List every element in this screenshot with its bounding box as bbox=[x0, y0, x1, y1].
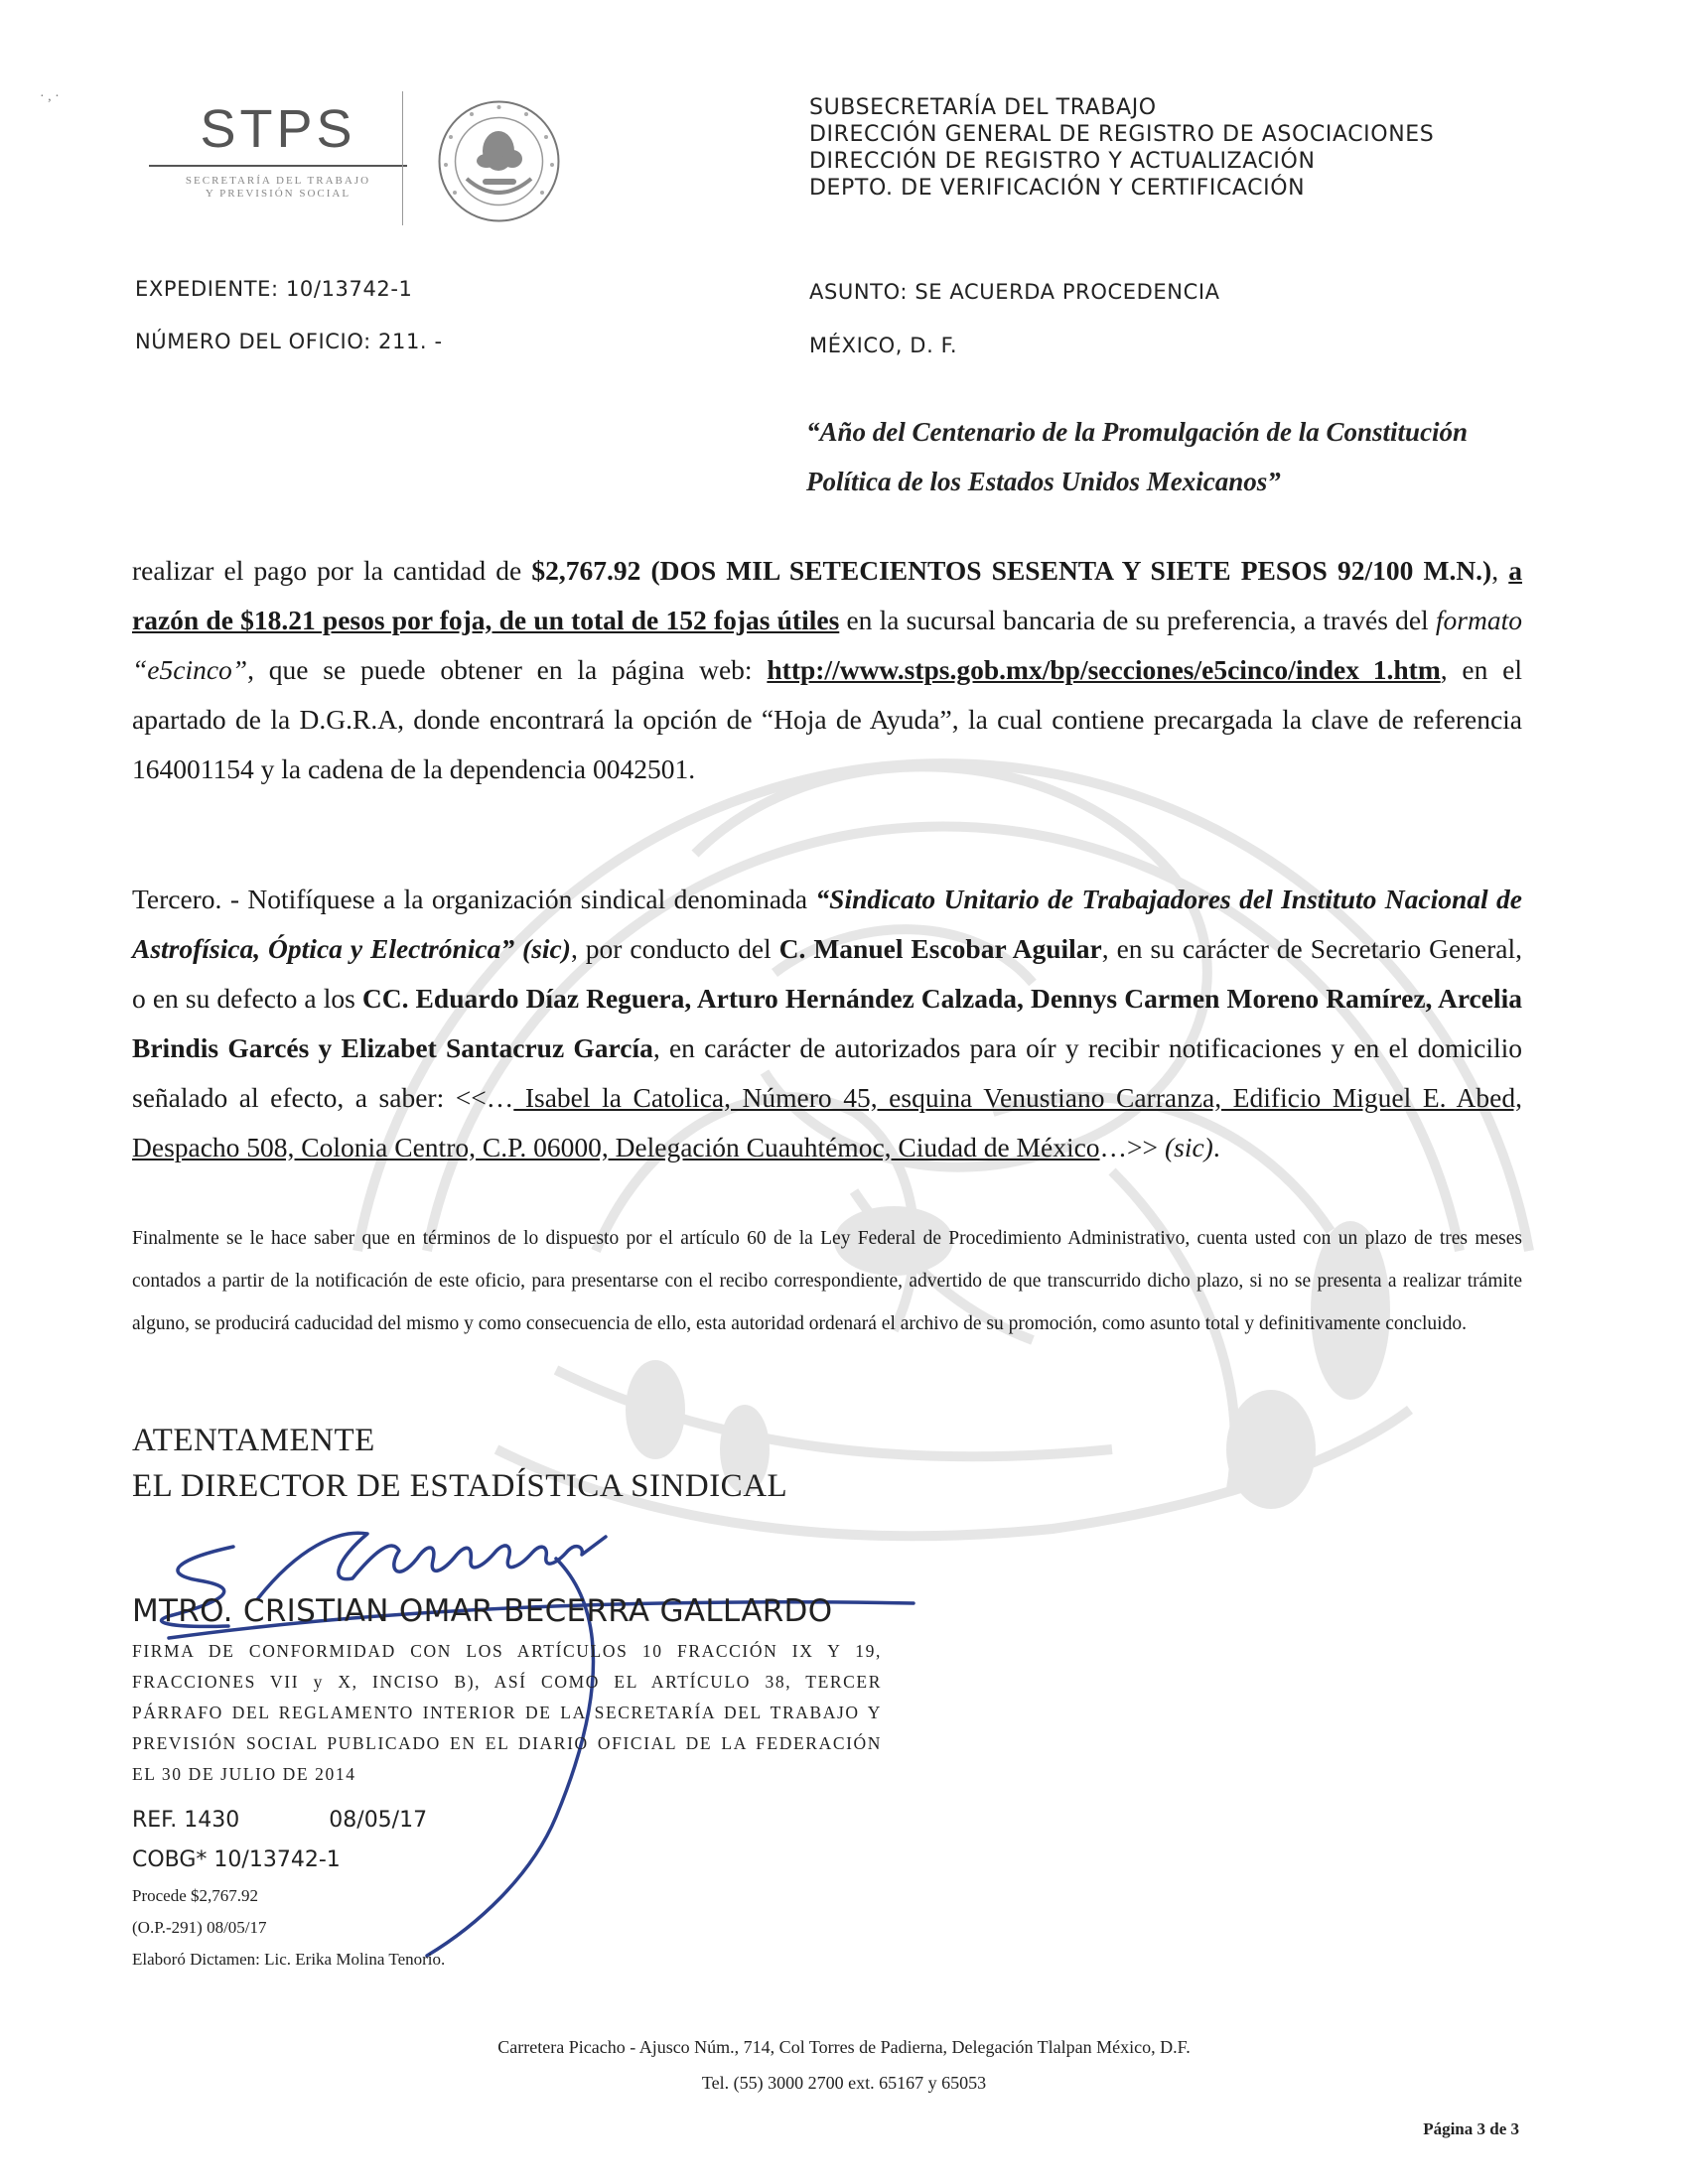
dependency-line-4: DEPTO. DE VERIFICACIÓN Y CERTIFICACIÓN bbox=[809, 176, 1306, 201]
payment-text-3: en la sucursal bancaria de su preferencia, a través del bbox=[839, 605, 1436, 635]
payment-paragraph bbox=[132, 546, 1522, 794]
payment-formato: formato “e5cinco” bbox=[132, 605, 1522, 685]
place-field: MÉXICO, D. F. bbox=[809, 334, 958, 357]
authorized-names: CC. Eduardo Díaz Reguera, Arturo Hernández Calzada, Dennys Carmen Moreno Ramírez, Arcelia Brindis Garcés y Elizabet Santacruz García bbox=[132, 983, 1522, 1063]
logo-divider bbox=[402, 91, 403, 225]
notification-text-1: Tercero. - Notifíquese a la organización sindical denominada bbox=[132, 884, 816, 914]
logo-subtitle-2: Y PREVISIÓN SOCIAL bbox=[205, 188, 352, 200]
signer-name: MTRO. CRISTIAN OMAR BECERRA GALLARDO bbox=[132, 1593, 833, 1629]
reference-line bbox=[132, 1801, 445, 1841]
payment-text-4: , que se puede obtener en la página web: bbox=[247, 654, 768, 685]
notification-text-4: , en carácter de autorizados para oír y recibir notificaciones y en el domicilio señalado al efecto, a saber: <<… bbox=[132, 1032, 1522, 1113]
national-seal-icon bbox=[437, 99, 561, 223]
year-motto: “Año del Centenario de la Promulgación de la Constitución Política de los Estados Unidos Mexicanos” bbox=[806, 417, 1469, 496]
notification-text-3: , en su carácter de Secretario General, o en su defecto a los bbox=[132, 933, 1523, 1014]
sic-mark: (sic) bbox=[1164, 1132, 1213, 1162]
payment-text-5: , en el apartado de la D.G.R.A, donde encontrará la opción de “Hoja de Ayuda”, la cual contiene precargada la clave de referencia 164001154 y la cadena de la dependencia 0042501. bbox=[132, 654, 1523, 784]
address-text: Isabel la Catolica, Número 45, esquina Venustiano Carranza, Edificio Miguel E. Abed, Despacho 508, Colonia Centro, C.P. 06000, Delegación Cuauhtémoc, Ciudad de México bbox=[132, 1082, 1522, 1162]
dependency-line-2: DIRECCIÓN GENERAL DE REGISTRO DE ASOCIACIONES bbox=[809, 122, 1435, 147]
notification-text-5: …>> bbox=[1099, 1132, 1165, 1162]
dependency-block bbox=[809, 94, 1604, 202]
op-reference: (O.P.-291) 08/05/17 bbox=[132, 1918, 267, 1937]
reference-date: 08/05/17 bbox=[329, 1808, 428, 1833]
payment-text-2: , bbox=[1491, 555, 1509, 586]
logo-subtitle-1: SECRETARÍA DEL TRABAJO bbox=[185, 175, 371, 187]
closing-salutation: ATENTAMENTE bbox=[132, 1423, 375, 1458]
union-name: “Sindicato Unitario de Trabajadores del Instituto Nacional de Astrofísica, Óptica y Electrónica” (sic) bbox=[132, 884, 1522, 964]
asunto-field: ASUNTO: SE ACUERDA PROCEDENCIA bbox=[809, 280, 1220, 304]
deadline-paragraph: Finalmente se le hace saber que en términos de lo dispuesto por el artículo 60 de la Ley Federal de Procedimiento Administrativo, cuenta usted con un plazo de tres meses contados a partir de la notificación de este oficio, para presentarse con el recibo correspondiente, advertido de que transcurrido dicho plazo, si no se presenta a realizar trámite alguno, se producirá caducidad del mismo y como consecuencia de ello, esta autoridad ordenará el archivo de su promoción, como asunto total y definitivamente concluido. bbox=[132, 1228, 1522, 1334]
notification-text-2: , por conducto del bbox=[570, 933, 779, 964]
scan-marks: · , · bbox=[40, 89, 60, 104]
cobg-code: COBG* 10/13742-1 bbox=[132, 1847, 341, 1872]
procede-amount: Procede $2,767.92 bbox=[132, 1886, 259, 1905]
payment-rate: a razón de $18.21 pesos por foja, de un total de 152 fojas útiles bbox=[132, 555, 1522, 635]
logo-rule bbox=[149, 165, 407, 167]
payment-amount: $2,767.92 (DOS MIL SETECIENTOS SESENTA Y SIETE PESOS 92/100 M.N.) bbox=[531, 555, 1492, 586]
signer-position: EL DIRECTOR DE ESTADÍSTICA SINDICAL bbox=[132, 1468, 788, 1504]
dependency-line-3: DIRECCIÓN DE REGISTRO Y ACTUALIZACIÓN bbox=[809, 149, 1316, 174]
prepared-by: Elaboró Dictamen: Lic. Erika Molina Tenorio. bbox=[132, 1950, 446, 1969]
logo-text: STPS bbox=[200, 99, 356, 159]
reference-block bbox=[132, 1801, 445, 1976]
page-number: Página 3 de 3 bbox=[1423, 2119, 1519, 2138]
notification-paragraph bbox=[132, 875, 1522, 1172]
dependency-line-1: SUBSECRETARÍA DEL TRABAJO bbox=[809, 95, 1157, 120]
legal-basis-text: FIRMA DE CONFORMIDAD CON LOS ARTÍCULOS 10 FRACCIÓN IX Y 19, FRACCIONES VII y X, INCISO B), ASÍ COMO EL ARTÍCULO 38, TERCER PÁRRAFO DEL REGLAMENTO INTERIOR DE LA SECRETARÍA DEL TRABAJO Y PREVISIÓN SOCIAL PUBLICADO EN EL DIARIO OFICIAL DE LA FEDERACIÓN EL 30 DE JULIO DE 2014 bbox=[132, 1641, 882, 1784]
payment-text-1: realizar el pago por la cantidad de bbox=[132, 555, 532, 586]
expediente-field: EXPEDIENTE: 10/13742-1 bbox=[135, 277, 413, 301]
reference-number: REF. 1430 bbox=[132, 1808, 240, 1833]
closing-block bbox=[132, 1418, 787, 1509]
stps-logo bbox=[139, 99, 417, 201]
secretary-name: C. Manuel Escobar Aguilar bbox=[778, 933, 1102, 964]
oficio-number-field: NÚMERO DEL OFICIO: 211. - bbox=[135, 330, 443, 353]
footer-phone: Tel. (55) 3000 2700 ext. 65167 y 65053 bbox=[701, 2073, 987, 2093]
payment-url-link[interactable]: http://www.stps.gob.mx/bp/secciones/e5cinco/index_1.htm bbox=[767, 654, 1441, 685]
footer-address: Carretera Picacho - Ajusco Núm., 714, Col Torres de Padierna, Delegación Tlalpan México, D.F. bbox=[497, 2037, 1191, 2057]
notification-text-6: . bbox=[1212, 1132, 1220, 1162]
